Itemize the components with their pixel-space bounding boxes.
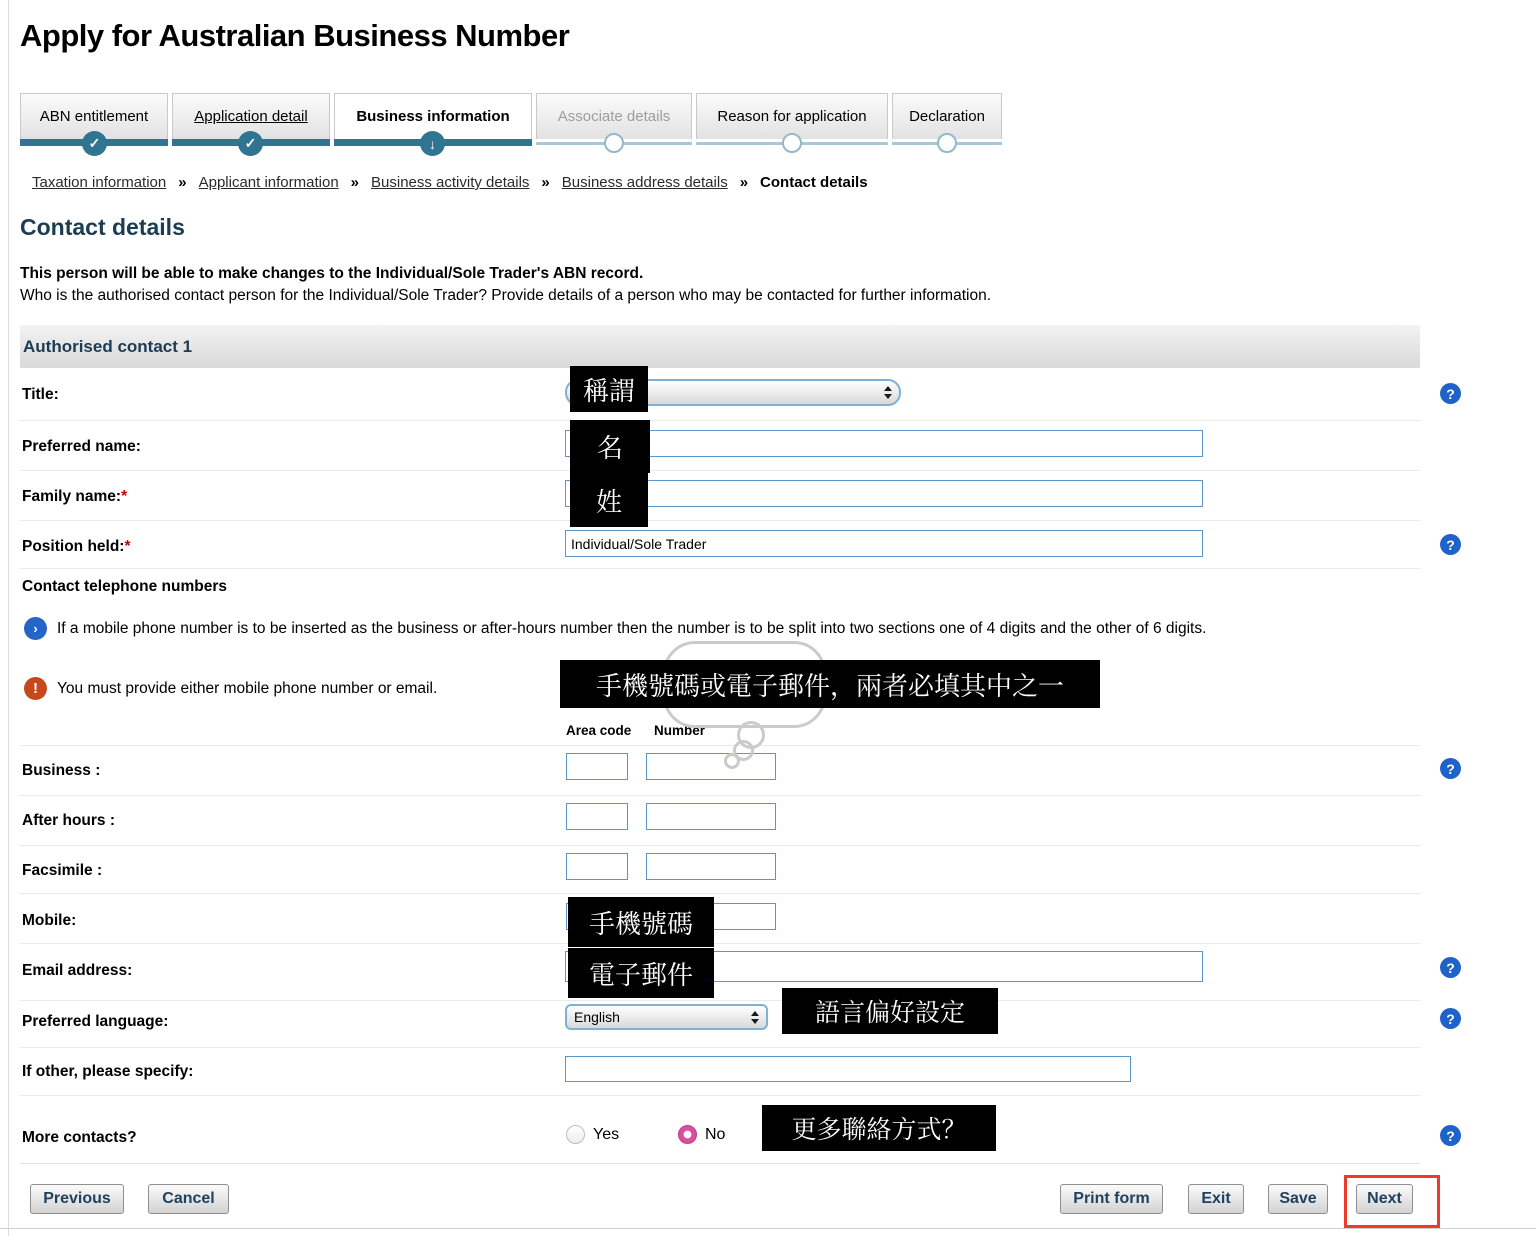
breadcrumb-taxation-information[interactable]: Taxation information: [32, 174, 167, 191]
tab-reason-for-application: Reason for application: [696, 93, 888, 139]
help-icon[interactable]: ?: [1440, 957, 1461, 978]
family-name-label: Family name:*: [22, 488, 128, 505]
breadcrumb-separator: »: [178, 174, 187, 191]
preferred-name-input[interactable]: [565, 430, 1203, 457]
intro-bold-line: This person will be able to make changes to the Individual/Sole Trader's ABN record.: [20, 265, 644, 282]
warning-text: You must provide either mobile phone number or email.: [57, 680, 438, 697]
breadcrumb-separator: »: [541, 174, 550, 191]
save-button[interactable]: Save: [1268, 1184, 1328, 1214]
step-future-icon: [937, 133, 957, 153]
page-bottom-border: [0, 1228, 1536, 1229]
after-hours-number-input[interactable]: [646, 803, 776, 830]
annotation-family-name: 姓: [570, 473, 648, 527]
print-form-button[interactable]: Print form: [1060, 1184, 1163, 1214]
area-code-column-header: Area code: [566, 723, 632, 738]
warning-icon: !: [24, 677, 47, 700]
select-stepper-icon: [751, 1011, 759, 1024]
more-contacts-label: More contacts?: [22, 1129, 137, 1146]
breadcrumb-separator: »: [350, 174, 360, 191]
annotation-mobile: 手機號碼: [568, 897, 714, 947]
watermark-bubble-circle: [724, 753, 740, 769]
breadcrumb-contact-details: Contact details: [760, 174, 868, 191]
page-title: Apply for Australian Business Number: [20, 18, 570, 53]
more-contacts-no-radio[interactable]: [678, 1125, 697, 1144]
other-language-label: If other, please specify:: [22, 1063, 194, 1080]
step-future-icon: [604, 133, 624, 153]
info-text: If a mobile phone number is to be inserted as the business or after-hours number then the number is to be split into two sections one of 4 digits and the other of 6 digits.: [57, 620, 1207, 637]
section-header-authorised-contact: Authorised contact 1: [20, 325, 1420, 368]
tab-associate-details: Associate details: [536, 93, 692, 139]
intro-text: [20, 263, 991, 307]
next-button-highlight: [1344, 1175, 1440, 1228]
annotation-first-name: 名: [570, 420, 650, 473]
email-label: Email address:: [22, 962, 133, 979]
position-held-label: Position held:*: [22, 538, 131, 555]
breadcrumb: [32, 174, 868, 191]
tab-declaration: Declaration: [892, 93, 1002, 139]
intro-normal-line: Who is the authorised contact person for the Individual/Sole Trader? Provide details of a person who may be contacted for further information.: [20, 287, 992, 304]
page-heading: Contact details: [20, 214, 185, 240]
step-future-icon: [782, 133, 802, 153]
info-icon: ›: [24, 617, 47, 640]
help-icon[interactable]: ?: [1440, 1008, 1461, 1029]
after-hours-label: After hours :: [22, 812, 115, 829]
breadcrumb-business-activity-details[interactable]: Business activity details: [371, 174, 530, 191]
step-check-icon: ✓: [82, 131, 107, 156]
more-contacts-yes-radio[interactable]: [566, 1125, 585, 1144]
facsimile-area-code-input[interactable]: [566, 853, 628, 880]
required-asterisk: *: [121, 488, 128, 505]
business-area-code-input[interactable]: [566, 753, 628, 780]
tab-application-detail[interactable]: Application detail: [172, 93, 330, 139]
step-check-icon: ✓: [238, 131, 263, 156]
other-language-input[interactable]: [565, 1056, 1131, 1082]
phone-group-label: Contact telephone numbers: [22, 578, 227, 595]
preferred-language-select[interactable]: English: [565, 1004, 768, 1030]
number-column-header: Number: [654, 723, 706, 738]
more-contacts-yes-label: Yes: [593, 1126, 620, 1143]
tab-abn-entitlement[interactable]: ABN entitlement: [20, 93, 168, 139]
cancel-button[interactable]: Cancel: [148, 1184, 229, 1214]
annotation-mobile-or-email: 手機號碼或電子郵件，兩者必填其中之一: [560, 660, 1100, 708]
breadcrumb-separator: »: [739, 174, 749, 191]
more-contacts-no-label: No: [705, 1126, 726, 1143]
select-stepper-icon: [884, 386, 892, 399]
after-hours-area-code-input[interactable]: [566, 803, 628, 830]
next-button[interactable]: Next: [1356, 1184, 1413, 1214]
help-icon[interactable]: ?: [1440, 1125, 1461, 1146]
mobile-label: Mobile:: [22, 912, 77, 929]
annotation-email: 電子郵件: [568, 948, 714, 998]
facsimile-number-input[interactable]: [646, 853, 776, 880]
previous-button[interactable]: Previous: [30, 1184, 124, 1214]
position-held-input[interactable]: [565, 530, 1203, 557]
step-current-icon: ↓: [420, 131, 445, 156]
exit-button[interactable]: Exit: [1188, 1184, 1244, 1214]
required-asterisk: *: [124, 538, 131, 555]
family-name-input[interactable]: [565, 480, 1203, 507]
help-icon[interactable]: ?: [1440, 383, 1461, 404]
annotation-title: 稱謂: [570, 366, 648, 412]
annotation-language: 語言偏好設定: [782, 988, 998, 1034]
business-phone-label: Business :: [22, 762, 101, 779]
annotation-more-contacts: 更多聯絡方式？: [762, 1105, 996, 1151]
breadcrumb-applicant-information[interactable]: Applicant information: [198, 174, 339, 191]
breadcrumb-business-address-details[interactable]: Business address details: [561, 174, 728, 191]
preferred-language-label: Preferred language:: [22, 1013, 169, 1030]
facsimile-label: Facsimile :: [22, 862, 103, 879]
business-number-input[interactable]: [646, 753, 776, 780]
title-label: Title:: [22, 386, 59, 403]
page-left-border: [8, 0, 9, 1236]
preferred-name-label: Preferred name:: [22, 438, 141, 455]
tab-business-information[interactable]: Business information: [334, 93, 532, 139]
help-icon[interactable]: ?: [1440, 534, 1461, 555]
help-icon[interactable]: ?: [1440, 758, 1461, 779]
